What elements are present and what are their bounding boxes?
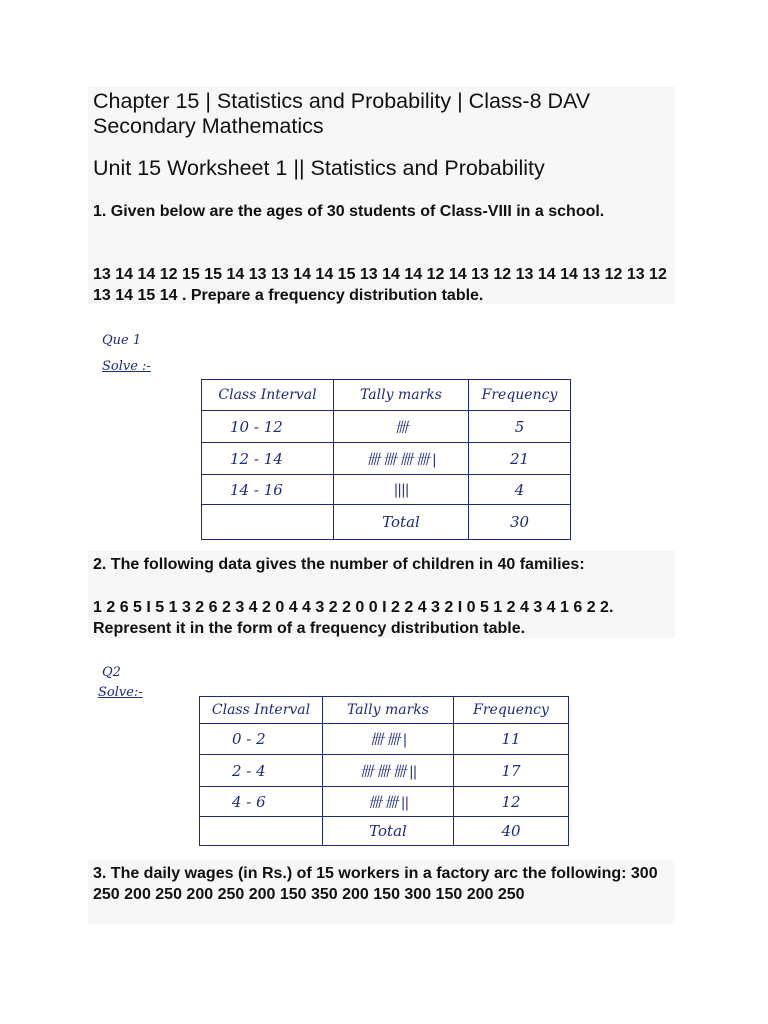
- tally-cell: 卌 卌 卌 卌 |: [334, 443, 469, 475]
- table-row: [200, 787, 569, 817]
- q1-frequency-table: [201, 379, 571, 540]
- total-row: [202, 505, 571, 540]
- interval-cell: 4 - 6: [200, 787, 323, 817]
- question-1-prompt: 1. Given below are the ages of 30 students of Class-VIII in a school.: [93, 203, 605, 220]
- tally-cell: 卌 卌 卌 ||: [323, 755, 454, 787]
- page-title: Chapter 15 | Statistics and Probability | Class-8 DAV Secondary Mathematics: [93, 89, 591, 138]
- table-row: [202, 443, 571, 475]
- header-class-interval: Class Interval: [202, 380, 334, 411]
- q1-label: Que 1: [102, 333, 142, 348]
- tally-cell: 卌: [334, 411, 469, 443]
- worksheet-title: Unit 15 Worksheet 1 || Statistics and Probability: [93, 156, 545, 180]
- empty-cell: [202, 505, 334, 540]
- table-row: [202, 475, 571, 505]
- header-frequency: Frequency: [469, 380, 571, 411]
- question-1-data: 13 14 14 12 15 15 14 13 13 14 14 15 13 14 14 12 14 13 12 13 14 14 13 12 13 12 13 14 15 14 . Prepare a frequency distribution table.: [93, 266, 667, 304]
- frequency-cell: 11: [454, 724, 569, 755]
- q2-solve-label: Solve:-: [98, 685, 143, 700]
- tally-cell: 卌 卌 |: [323, 724, 454, 755]
- total-value: 40: [454, 817, 569, 846]
- tally-cell: 卌 卌 ||: [323, 787, 454, 817]
- q1-solve-label: Solve :-: [102, 359, 151, 374]
- tally-cell: ||||: [334, 475, 469, 505]
- table-header-row: [202, 380, 571, 411]
- header-tally-marks: Tally marks: [323, 697, 454, 724]
- q2-frequency-table: [199, 696, 569, 846]
- interval-cell: 12 - 14: [202, 443, 334, 475]
- frequency-cell: 21: [469, 443, 571, 475]
- table-row: [200, 755, 569, 787]
- frequency-cell: 17: [454, 755, 569, 787]
- header-tally-marks: Tally marks: [334, 380, 469, 411]
- header-frequency: Frequency: [454, 697, 569, 724]
- table-header-row: [200, 697, 569, 724]
- interval-cell: 14 - 16: [202, 475, 334, 505]
- total-value: 30: [469, 505, 571, 540]
- total-label: Total: [323, 817, 454, 846]
- q2-label: Q2: [102, 665, 121, 680]
- total-label: Total: [334, 505, 469, 540]
- table-row: [200, 724, 569, 755]
- interval-cell: 0 - 2: [200, 724, 323, 755]
- interval-cell: 10 - 12: [202, 411, 334, 443]
- frequency-cell: 5: [469, 411, 571, 443]
- question-2-prompt: 2. The following data gives the number of children in 40 families:: [93, 556, 585, 573]
- table-row: [202, 411, 571, 443]
- question-3-prompt: 3. The daily wages (in Rs.) of 15 workers in a factory arc the following: 300 250 200 250 200 250 200 150 350 200 150 300 150 200 250: [93, 865, 658, 903]
- empty-cell: [200, 817, 323, 846]
- frequency-cell: 12: [454, 787, 569, 817]
- total-row: [200, 817, 569, 846]
- interval-cell: 2 - 4: [200, 755, 323, 787]
- question-2-data: 1 2 6 5 I 5 1 3 2 6 2 3 4 2 0 4 4 3 2 2 0 0 I 2 2 4 3 2 I 0 5 1 2 4 3 4 1 6 2 2. Represent it in the form of a frequency distribution table.: [93, 599, 614, 637]
- frequency-cell: 4: [469, 475, 571, 505]
- header-class-interval: Class Interval: [200, 697, 323, 724]
